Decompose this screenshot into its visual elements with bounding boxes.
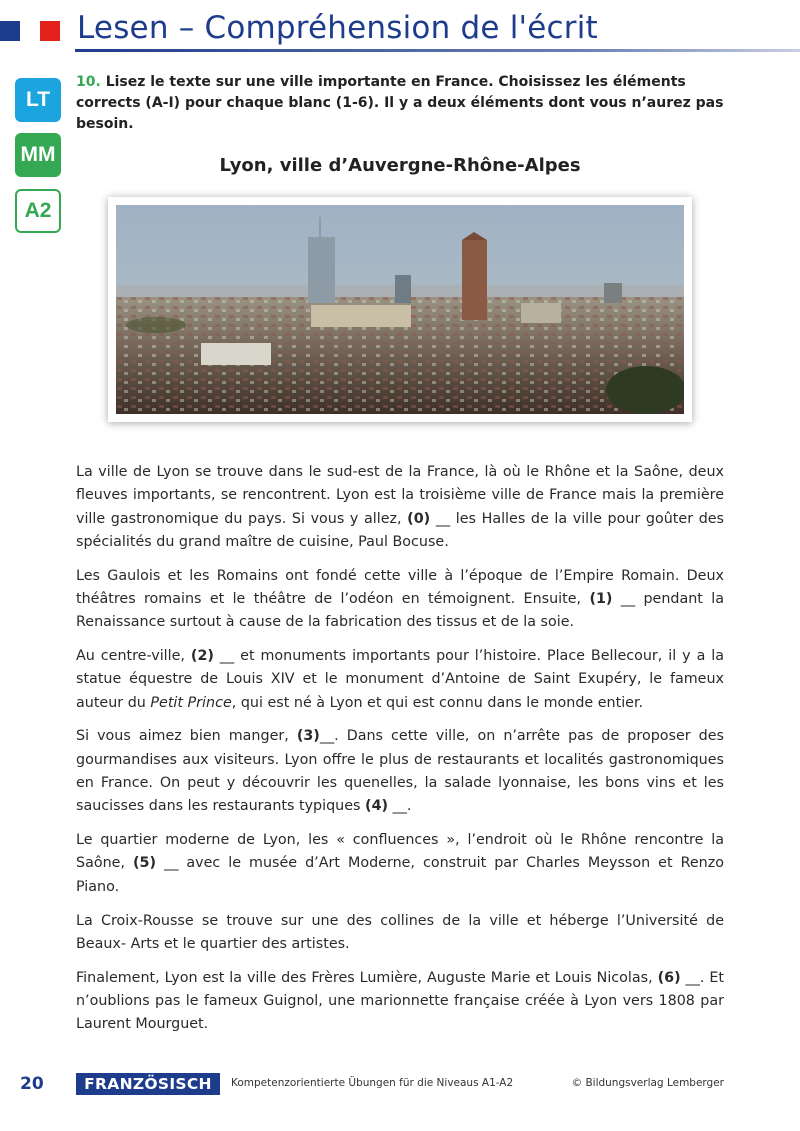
exercise-number: 10. — [76, 74, 101, 90]
p3-text-c: , qui est né à Lyon et qui est connu dans le monde entier. — [231, 694, 644, 711]
p1-text-b: __ les Halles de la ville pour goûter des spécialités du grand maître de cuisine, Paul Bocuse. — [76, 510, 725, 550]
gap-3: (3) — [296, 728, 320, 745]
page-number: 20 — [20, 1074, 44, 1094]
footer-publisher: © Bildungsverlag Lemberger — [571, 1077, 724, 1089]
exercise-instructions-text: Lisez le texte sur une ville importante en France. Choisissez les éléments corrects (A-I) pour chaque blanc (1-6). Il y a deux éléments dont vous n’aurez pas besoin. — [76, 74, 724, 132]
gap-0: (0) — [407, 510, 431, 527]
p4-text-b: __. Dans cette ville, on n’arrête pas de proposer des gourmandises aux visiteurs. Lyon offre le plus de restaurants et localités gastronomiques en France. On peut y découvrir les quenelles, la salade lyonnaise, les bons vins et les saucisses dans les restaurants typiques — [76, 728, 724, 815]
footer-description: Kompetenzorientierte Übungen für die Niveaus A1-A2 — [231, 1077, 514, 1089]
subject-label: FRANZÖSISCH — [76, 1073, 220, 1095]
lyon-skyline-illustration — [116, 205, 684, 414]
p5-text-b: __ avec le musée d’Art Moderne, construit par Charles Meysson et Renzo Piano. — [76, 855, 724, 895]
badge-level-a2: A2 — [15, 189, 61, 233]
p3-text-a: Au centre-ville, — [76, 648, 185, 665]
gap-5: (5) — [133, 855, 157, 872]
p4-text-a: Si vous aimez bien manger, — [76, 728, 289, 745]
p4-text-c: __. — [392, 798, 412, 815]
paragraph-6 — [76, 910, 724, 957]
article-title: Lyon, ville d’Auvergne-Rhône-Alpes — [219, 155, 581, 176]
article-body — [76, 461, 724, 1047]
flag-blue-square — [0, 21, 20, 41]
p2-text-a: Les Gaulois et les Romains ont fondé cette ville à l’époque de l’Empire Romain. Deux théâtres romains et le théâtre de l’odéon en témoignent. Ensuite, — [76, 567, 724, 607]
paragraph-3 — [76, 645, 724, 715]
city-photo — [108, 197, 692, 422]
header-divider — [75, 49, 800, 52]
p1-text-a: La ville de Lyon se trouve dans le sud-est de la France, là où le Rhône et la Saône, deux fleuves importants, se rencontrent. Lyon est la troisième ville de France mais la première ville gastronomique du pays. Si vous y allez, — [76, 464, 724, 527]
p5-text-a: Le quartier moderne de Lyon, les « confluences », l’endroit où le Rhône rencontre la Saône, — [76, 832, 724, 872]
page-header-title: Lesen – Compréhension de l'écrit — [77, 10, 598, 46]
p6-text-a: La Croix-Rousse se trouve sur une des collines de la ville et héberge l’Université de Beaux- Arts et le quartier des artistes. — [76, 912, 724, 952]
paragraph-5 — [76, 829, 724, 899]
flag-red-square — [40, 21, 60, 41]
badge-mm: MM — [15, 133, 61, 177]
gap-4: (4) — [365, 798, 389, 815]
petit-prince-title: Petit Prince — [150, 694, 232, 711]
paragraph-2 — [76, 565, 724, 635]
paragraph-7 — [76, 967, 724, 1037]
paragraph-4 — [76, 725, 724, 818]
p2-text-b: __ pendant la Renaissance surtout à cause de la fabrication des tissus et de la soie. — [76, 590, 725, 631]
p7-text-b: __. Et n’oublions pas le fameux Guignol, une marionnette française créée à Lyon vers 1808 par Laurent Mourguet. — [76, 969, 725, 1033]
paragraph-1 — [76, 461, 724, 554]
gap-2: (2) — [190, 648, 214, 665]
p3-text-b: __ et monuments importants pour l’histoire. Place Bellecour, il y a la statue équestre de Louis XIV et le monument d’Antoine de Saint Exupéry, le fameux auteur du — [76, 648, 725, 711]
p7-text-a: Finalement, Lyon est la ville des Frères Lumière, Auguste Marie et Louis Nicolas, — [76, 969, 653, 986]
gap-6: (6) — [657, 969, 681, 986]
exercise-instructions — [76, 72, 736, 135]
gap-1: (1) — [589, 590, 613, 607]
badge-lt: LT — [15, 78, 61, 122]
